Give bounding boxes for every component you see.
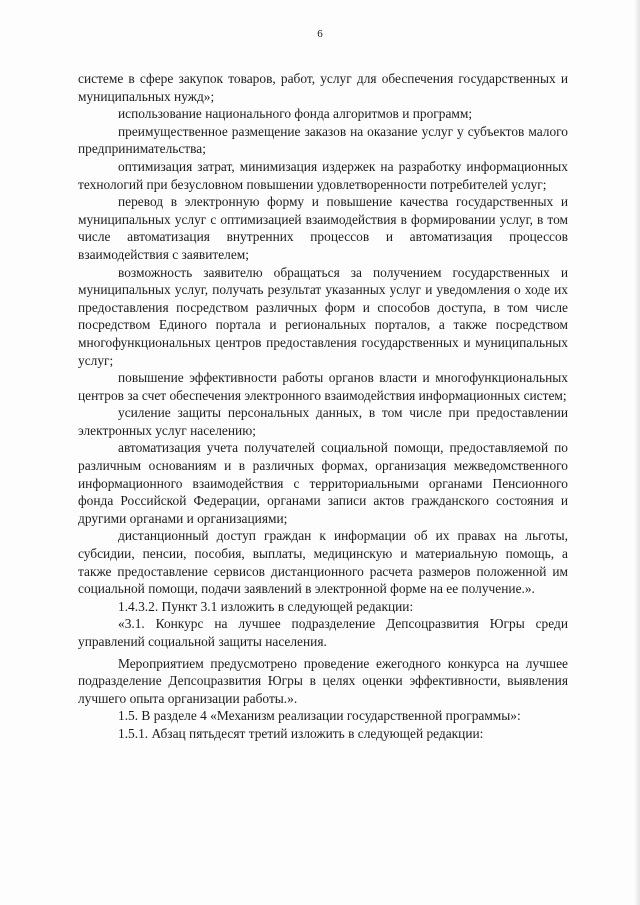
paragraph: перевод в электронную форму и повышение качества государственных и муниципальных услуг с оптимизацией взаимодействия в формировании услуг, в том числе автоматизация внутренних процессов и автоматизация процессов взаимодействия с заявителем;	[78, 194, 568, 262]
paragraph: «3.1. Конкурс на лучшее подразделение Депсоцразвития Югры среди управлений социальной защиты населения.	[78, 616, 568, 649]
paragraph: 1.4.3.2. Пункт 3.1 изложить в следующей редакции:	[118, 598, 414, 614]
paragraph: системе в сфере закупок товаров, работ, услуг для обеспечения государственных и муниципальных нужд»;	[78, 71, 568, 104]
paragraph: автоматизация учета получателей социальной помощи, предоставляемой по различным основаниям и в различных формах, организация межведомственного информационного взаимодействия с территориальными органами Пенсионного фонда Российской Федерации, органами записи актов гражданского состояния и другими органами и организациями;	[78, 440, 568, 526]
paragraph: 1.5.1. Абзац пятьдесят третий изложить в следующей редакции:	[118, 725, 484, 741]
paragraph: 1.5. В разделе 4 «Механизм реализации государственной программы»:	[118, 708, 521, 724]
paragraph: Мероприятием предусмотрено проведение ежегодного конкурса на лучшее подразделение Депсоцразвития Югры в целях оценки эффективности, выявления лучшего опыта организации работы.».	[78, 655, 568, 706]
paragraph: преимущественное размещение заказов на оказание услуг у субъектов малого предпринимательства;	[78, 123, 568, 157]
document-body	[78, 70, 568, 743]
paragraph: повышение эффективности работы органов власти и многофункциональных центров за счет обеспечения электронного взаимодействия информационных систем;	[78, 370, 568, 403]
paragraph: дистанционный доступ граждан к информации об их правах на льготы, субсидии, пенсии, пособия, выплаты, медицинскую и материальную помощь, а также предоставление сервисов дистанционного расчета размеров положенной им социальной помощи, подачи заявлений в электронной форме на ее получение.».	[78, 528, 568, 597]
paragraph: использование национального фонда алгоритмов и программ;	[118, 106, 473, 122]
page-number: 6	[317, 28, 323, 40]
scan-edge-shadow	[634, 0, 640, 905]
paragraph: оптимизация затрат, минимизация издержек на разработку информационных технологий при безусловном повышении удовлетворенности потребителей услуг;	[78, 158, 568, 192]
paragraph: возможность заявителю обращаться за получением государственных и муниципальных услуг, получать результат указанных услуг и уведомления о ходе их предоставления посредством различных форм и способов доступа, в том числе посредством Единого портала и региональных порталов, а также посредством многофункциональных центров предоставления государственных и муниципальных услуг;	[78, 264, 568, 368]
paragraph: усиление защиты персональных данных, в том числе при предоставлении электронных услуг населению;	[78, 405, 568, 438]
